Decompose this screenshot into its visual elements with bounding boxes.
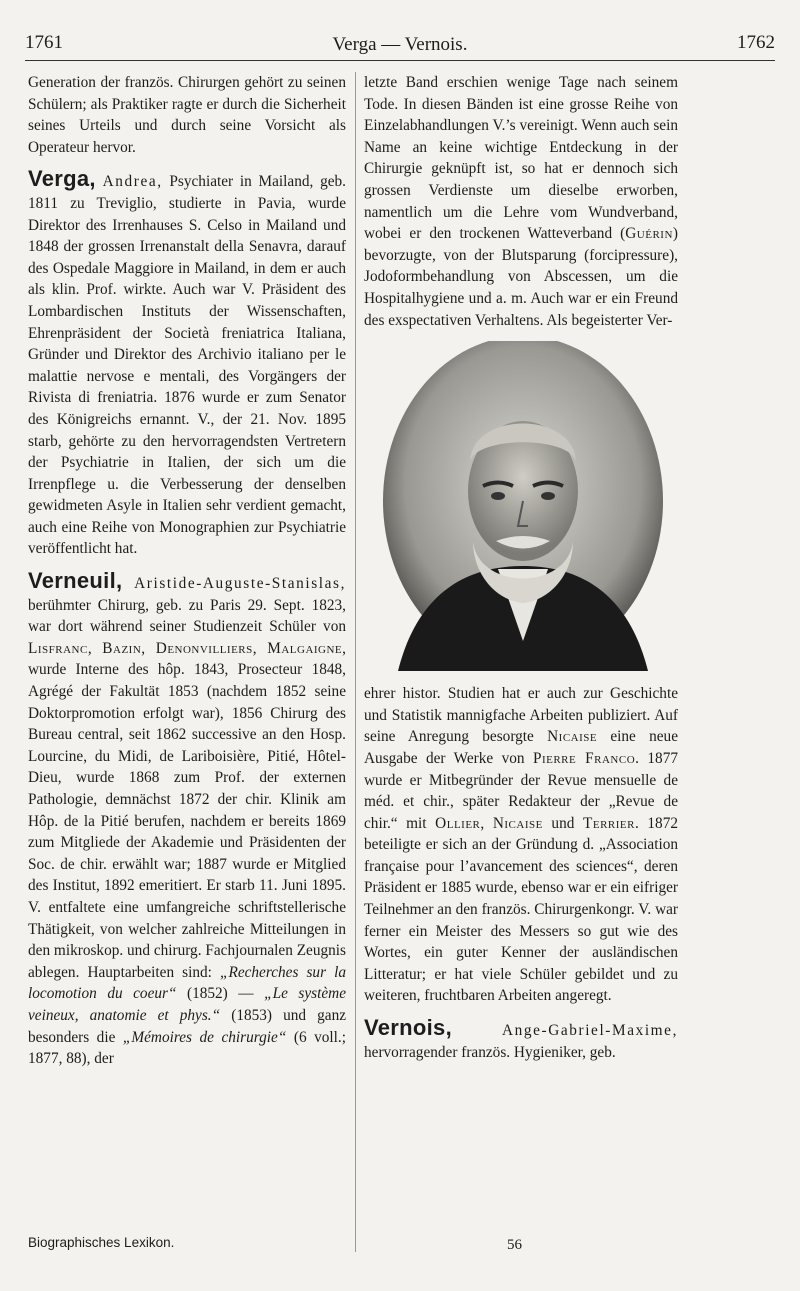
verneuil-text-2: , (87, 639, 103, 657)
name-denonvilliers: Denonvilliers (155, 639, 253, 657)
cont-text-b: ) bevorzugte, von der Blutsparung (forcipressure), Jodoformbehandlung von Abscessen, um die Hospitalhygiene und a. m. Auch war er ein Freund des exspectativen Verhaltens. Als begeisterter Ver- (364, 225, 678, 329)
name-nicaise: Nicaise (547, 728, 598, 746)
verneuil-given-name: Aristide-Auguste-Stanislas, (134, 575, 346, 593)
cont2-text-d: , (480, 814, 493, 832)
name-ollier: Ollier (435, 814, 481, 832)
work-title-3: „Mémoires de chirurgie“ (122, 1028, 287, 1046)
verneuil-text-1: berühmter Chirurg, geb. zu Paris 29. Sept. 1823, war dort während seiner Studienzeit Schüler von (28, 596, 346, 636)
lemma-verneuil: Verneuil, (28, 568, 123, 594)
lemma-verga: Verga, (28, 166, 96, 192)
verneuil-continued-2 (364, 683, 678, 1007)
verneuil-text-6: (1852) — (176, 985, 265, 1003)
verneuil-text-5: , wurde Interne des hôp. 1843, Prosecteur 1848, Agrégé der Fakultät 1853 (nachdem 1852 seine Doktorpromotion erfolgt war), 1856 Chirurg des Bureau central, seit 1862 successive an den Hosp. Lourcine, du Midi, de Lariboisière, Pitié, Hôtel-Dieu, wurde 1868 zum Prof. der externen Pathologie, demnächst 1872 der chir. Klinik am Hôp. de la Pitié berufen, nachdem er bereits 1869 zum Mitgliede der Akademie und Präsidenten der Soc. de chir. erwählt war; 1887 wurde er Mitglied des Institut, 1892 emeritiert. Er starb 11. Juni 1895. V. entfaltete eine umfangreiche schriftstellerische Thätigkeit, von welcher zahlreiche Mitteilungen in den mikroskop. und chirurg. Fachjournalen Zeugnis ablegen. Hauptarbeiten sind: (28, 639, 346, 981)
page-header (25, 22, 775, 62)
name-lisfranc: Lisfranc (28, 639, 88, 657)
verneuil-continued-1 (364, 72, 678, 331)
cont2-text-e: und (542, 814, 583, 832)
continued-paragraph: Generation der französ. Chirurgen gehört zu seinen Schülern; als Praktiker ragte er durch die Sicherheit seines Urteils und durch seine Vorsicht als Operateur hervor. (28, 74, 346, 156)
verneuil-text-3: , (141, 639, 156, 657)
verneuil-text-8: (6 voll.; 1877, 88), der (28, 1028, 346, 1068)
entry-verneuil (28, 570, 346, 1070)
cont2-text-f: . 1872 beteiligte er sich an der Gründung d. „Association française pour l’avancement des sciences“, deren Präsident er 1885 wurde, ebenso war er ein eifriger Teilnehmer an den französ. Chirurgenkongr. V. war ferner ein Meister des Messers so gut wie des Wortes, ein guter Kenner der ausländischen Litteratur; er hat viele Schüler gebildet und zu weiteren, fruchtbaren Arbeiten angeregt. (364, 814, 678, 1005)
cont2-text-b: eine neue Ausgabe der Werke von (364, 728, 678, 767)
work-title-2: „Le système veineux, anatomie et phys.“ (28, 985, 346, 1024)
verneuil-text-7: (1853) und ganz besonders die (28, 1006, 347, 1046)
cont-text-a: letzte Band erschien wenige Tage nach seinem Tode. In diesen Bänden ist eine grosse Reihe von Einzelabhandlungen V.’s vereinigt. Wenn auch sein Name an keine wichtige Entdeckung in der Chirurgie geknüpft ist, so hat er dennoch sich grossen Verdienste um dieselbe erworben, namentlich um die Lehre vom Wundverband, wobei er den trockenen Watteverband ( (364, 74, 678, 243)
lemma-vernois: Vernois, (364, 1015, 452, 1041)
verga-given-name: Andrea, (102, 173, 163, 191)
cont2-text-a: ehrer histor. Studien hat er auch zur Geschichte und Statistik mannigfache Arbeiten publiziert. Auf seine Anregung besorgte (364, 685, 678, 746)
name-pierre-franco: Pierre Franco (532, 749, 636, 767)
running-title: Verga — Vernois. (332, 34, 468, 55)
vernois-text: hervorragender französ. Hygieniker, geb. (364, 1043, 616, 1061)
verneuil-text-4: , (252, 639, 268, 657)
vernois-given-name: Ange-Gabriel-Maxime, (502, 1022, 678, 1040)
entry-verga (28, 168, 346, 560)
work-title-1: „Recherches sur la locomotion du coeur“ (28, 963, 346, 1003)
cont2-text-c: . 1877 wurde er Mitbegründer der Revue mensuelle de méd. et chir., später Redakteur der „Revue de chir.“ mit (364, 749, 678, 832)
name-bazin: Bazin (102, 639, 142, 657)
column-divider (355, 72, 356, 1252)
name-malgaigne: Malgaigne (267, 639, 343, 657)
right-column (364, 72, 678, 1073)
verga-text: Psychiater in Mailand, geb. 1811 zu Treviglio, studierte in Pavia, wurde Direktor des Irrenhauses S. Celso in Mailand und 1848 der grossen Irrenanstalt della Senavra, darauf des Ospedale Maggiore in Mailand, in dem er auch als klin. Prof. wirkte. Auch war V. Präsident des Lombardischen Instituts der Wissenschaften, Ehrenpräsident der Società freniatrica Italiana, Gründer und Direktor des Archivio italiano per le malattie nervose e mentali, des Vorgängers der Rivista di freniatria. 1876 wurde er zum Senator des Königreichs ernannt. V., der 21. Nov. 1895 starb, gehörte zu den hervorragendsten Vertretern der Psychiatrie in Italien, der sich um die Irrenpflege u. die Verbesserung der denselben gewidmeten Asyle in Italien sehr verdient gemacht, auch eine Reihe von Monographien zur Psychiatrie veröffentlicht hat. (28, 173, 346, 558)
portrait-illustration (378, 341, 668, 671)
page-number-right: 1762 (737, 32, 775, 53)
left-column (28, 72, 346, 1080)
footer-signature: Biographisches Lexikon. (28, 1235, 175, 1250)
portrait-verneuil (378, 341, 668, 671)
entry-vernois (364, 1017, 678, 1063)
header-rule (25, 60, 775, 61)
page-number-left: 1761 (25, 32, 63, 53)
name-terrier: Terrier (583, 814, 635, 832)
sheet-number: 56 (507, 1237, 522, 1253)
name-guerin: Guérin (625, 225, 673, 243)
name-nicaise-2: Nicaise (492, 814, 543, 832)
